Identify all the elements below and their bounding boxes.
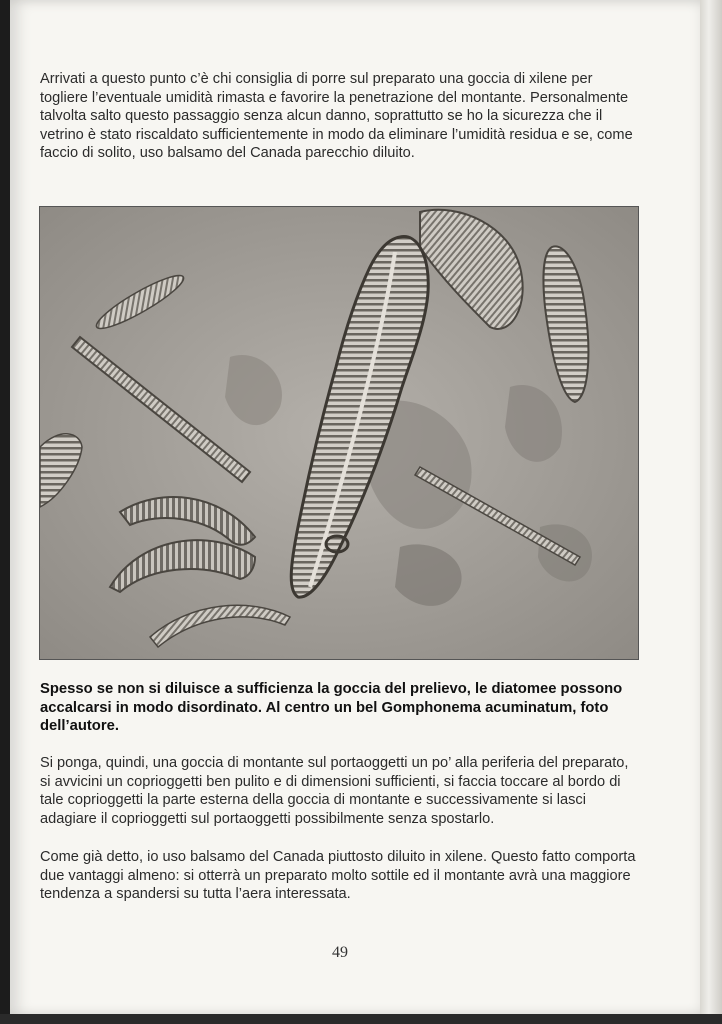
scan-border <box>0 1014 722 1024</box>
figure-caption: Spesso se non si diluisce a sufficienza la goccia del prelievo, le diatomee possono accalcarsi in modo disordinato. Al centro un bel Gomphonema acuminatum, foto dell’autore. <box>40 681 623 735</box>
book-page <box>10 0 710 1016</box>
micrograph-illustration <box>40 207 638 659</box>
page-number: 49 <box>332 944 348 961</box>
paragraph-intro: Arrivati a questo punto c’è chi consiglia di porre sul preparato una goccia di xilene per togliere l’eventuale umidità rimasta e favorire la penetrazione del montante. Personalmente talvolta salto questo passaggio senza alcun danno, soprattutto se ho la sicurezza che il vetrino è stato riscaldato sufficientemente in modo da eliminare l’umidità residua e se, come faccio di solito, uso balsamo del Canada parecchio diluito. <box>40 71 633 162</box>
page-edge <box>700 0 722 1024</box>
paragraph-procedure: Si ponga, quindi, una goccia di montante sul portaoggetti un po’ alla periferia del preparato, si avvicini un coprioggetti ben pulito e di dimensioni sufficienti, si faccia toccare al bordo di tale coprioggetti la parte esterna della goccia di montante e successivamente si lasci adagiare il coprioggetti sul portaoggetti possibilmente senza spostarlo. <box>40 755 629 827</box>
diatom-micrograph <box>39 206 639 660</box>
paragraph-balsam: Come già detto, io uso balsamo del Canada piuttosto diluito in xilene. Questo fatto comporta due vantaggi almeno: si otterrà un preparato molto sottile ed il montante avrà una maggiore tendenza a spandersi su tutta l’aera interessata. <box>40 849 636 903</box>
